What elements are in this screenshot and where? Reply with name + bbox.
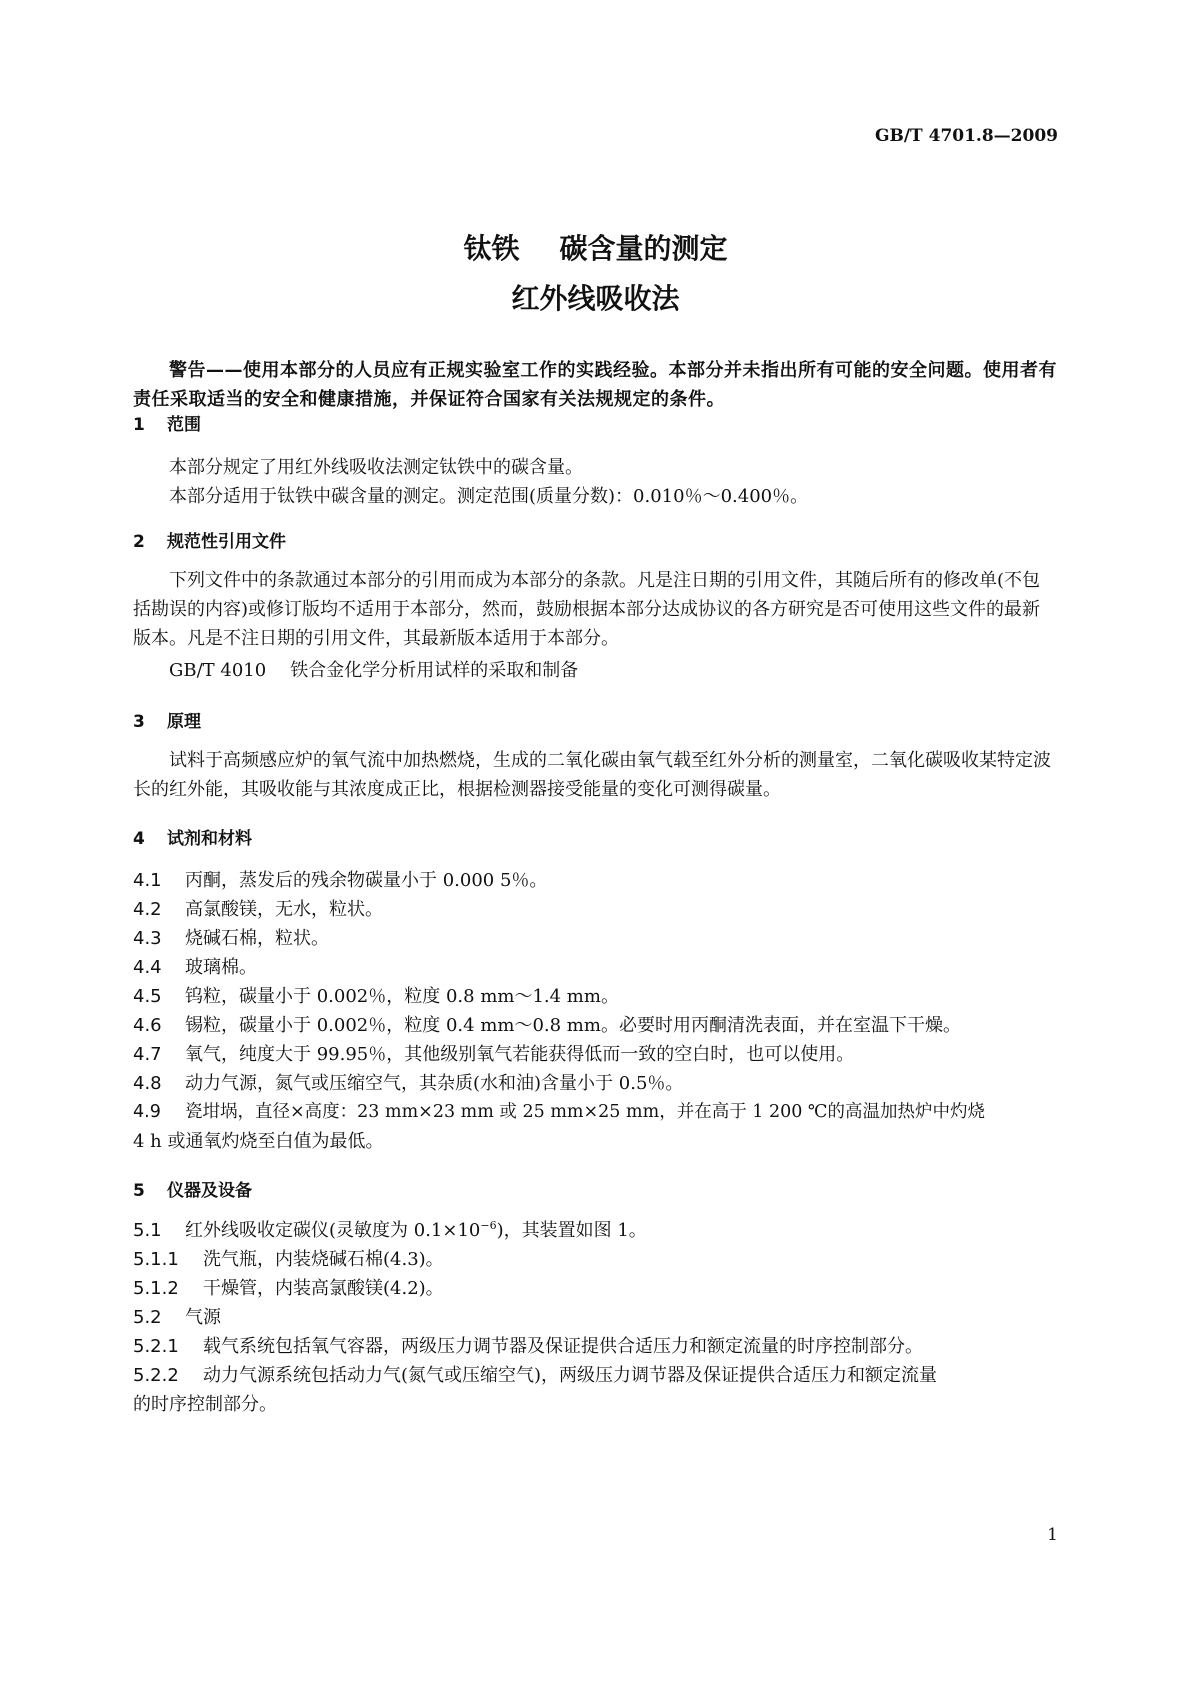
reagent-item: 4.7 氧气，纯度大于 99.95％，其他级别氧气若能获得低而一致的空白时，也可以使用。 bbox=[133, 1044, 855, 1065]
apparatus-item: 5.2.2 动力气源系统包括动力气(氮气或压缩空气)，两级压力调节器及保证提供合适压力和额定流量 bbox=[133, 1365, 938, 1386]
title-part2: 碳含量的测定 bbox=[559, 232, 728, 265]
principle-paragraph: 试料于高频感应炉的氧气流中加热燃烧，生成的二氧化碳由氧气载至红外分析的测量室，二氧化碳吸收某特定波长的红外能，其吸收能与其浓度成正比，根据检测器接受能量的变化可测得碳量。 bbox=[133, 750, 1051, 800]
document-title bbox=[0, 227, 1191, 267]
apparatus-item: 5.1 红外线吸收定碳仪(灵敏度为 $0.1\times 10^{-6}$)，其装置如图 1。 bbox=[133, 1219, 647, 1241]
scope-paragraph-2: 本部分适用于钛铁中碳含量的测定。测定范围(质量分数)：0.010％～0.400％。 bbox=[169, 486, 809, 507]
section-heading-4: 4 试剂和材料 bbox=[133, 829, 252, 849]
references-paragraph: 下列文件中的条款通过本部分的引用而成为本部分的条款。凡是注日期的引用文件，其随后所有的修改单(不包括勘误的内容)或修订版均不适用于本部分，然而，鼓励根据本部分达成协议的各方研究是否可使用这些文件的最新版本。凡是不注日期的引用文件，其最新版本适用于本部分。 bbox=[133, 570, 1041, 649]
reagent-item: 4.6 锡粒，碳量小于 0.002％，粒度 0.4 mm～0.8 mm。必要时用丙酮清洗表面，并在室温下干燥。 bbox=[133, 1015, 961, 1036]
reagent-item: 4.3 烧碱石棉，粒状。 bbox=[133, 928, 329, 949]
section-heading-1: 1 范围 bbox=[133, 415, 201, 435]
apparatus-item: 5.1.2 干燥管，内装高氯酸镁(4.2)。 bbox=[133, 1278, 444, 1299]
reagent-item: 4.4 玻璃棉。 bbox=[133, 957, 257, 978]
apparatus-item: 5.2 气源 bbox=[133, 1307, 221, 1328]
reference-entry bbox=[169, 656, 578, 682]
document-subtitle: 红外线吸收法 bbox=[511, 282, 680, 315]
reagent-item: 4.8 动力气源，氮气或压缩空气，其杂质(水和油)含量小于 0.5％。 bbox=[133, 1073, 684, 1094]
reagent-item: 4.5 钨粒，碳量小于 0.002％，粒度 0.8 mm～1.4 mm。 bbox=[133, 986, 619, 1007]
reagent-item: 4.9 瓷坩埚，直径×高度：23 mm×23 mm 或 25 mm×25 mm，并在高于 1 200 ℃的高温加热炉中灼烧 bbox=[133, 1102, 985, 1122]
page-number: 1 bbox=[1047, 1525, 1058, 1545]
section-heading-5: 5 仪器及设备 bbox=[133, 1181, 252, 1201]
section-heading-2: 2 规范性引用文件 bbox=[133, 532, 286, 552]
apparatus-item: 5.1.1 洗气瓶，内装烧碱石棉(4.3)。 bbox=[133, 1249, 444, 1270]
standard-code: GB/T 4701.8—2009 bbox=[874, 126, 1058, 146]
warning-paragraph: 警告——使用本部分的人员应有正规实验室工作的实践经验。本部分并未指出所有可能的安全问题。使用者有责任采取适当的安全和健康措施，并保证符合国家有关法规规定的条件。 bbox=[133, 360, 1057, 410]
apparatus-item-continuation: 的时序控制部分。 bbox=[133, 1394, 277, 1415]
section-heading-3: 3 原理 bbox=[133, 712, 201, 732]
apparatus-item: 5.2.1 载气系统包括氧气容器，两级压力调节器及保证提供合适压力和额定流量的时序控制部分。 bbox=[133, 1336, 923, 1357]
scope-paragraph-1: 本部分规定了用红外线吸收法测定钛铁中的碳含量。 bbox=[169, 457, 583, 478]
reagent-item: 4.1 丙酮，蒸发后的残余物碳量小于 0.000 5％。 bbox=[133, 870, 548, 891]
title-part1: 钛铁 bbox=[463, 232, 520, 265]
reagent-item-continuation: 4 h 或通氧灼烧至白值为最低。 bbox=[133, 1131, 384, 1152]
reference-code: GB/T 4010 bbox=[169, 660, 267, 681]
reference-title: 铁合金化学分析用试样的采取和制备 bbox=[290, 660, 579, 681]
reagent-item: 4.2 高氯酸镁，无水，粒状。 bbox=[133, 899, 383, 920]
